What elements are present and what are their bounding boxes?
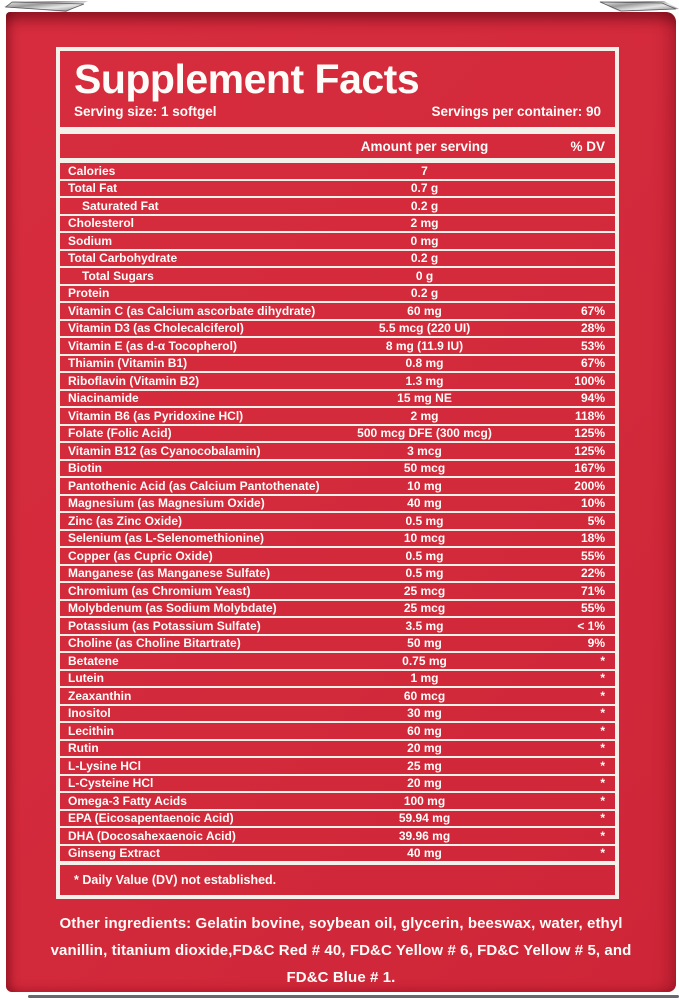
row-nutrient-name: Niacinamide	[68, 391, 139, 406]
row-dv: < 1%	[577, 618, 605, 633]
row-nutrient-name: Choline (as Choline Bitartrate)	[68, 636, 241, 651]
separator-thick	[60, 127, 615, 134]
row-nutrient-name: Saturated Fat	[82, 198, 159, 213]
row-nutrient-name: Selenium (as L-Selenomethionine)	[68, 531, 265, 546]
row-dv: 125%	[574, 443, 605, 458]
row-nutrient-name: Calories	[68, 163, 116, 178]
row-amount: 2 mg	[410, 408, 439, 423]
row-amount: 0.5 mg	[405, 548, 444, 563]
row-nutrient-name: Vitamin B6 (as Pyridoxine HCl)	[68, 408, 244, 423]
table-row	[60, 268, 615, 286]
row-nutrient-name: Protein	[68, 286, 110, 301]
table-row	[60, 286, 615, 304]
servings-per-container: Servings per container: 90	[431, 104, 601, 119]
row-amount: 0.7 g	[410, 181, 439, 196]
table-row	[60, 443, 615, 461]
table-row	[60, 618, 615, 636]
table-row	[60, 373, 615, 391]
row-dv: 9%	[587, 636, 605, 651]
row-dv: 10%	[580, 496, 605, 511]
row-dv: *	[600, 653, 605, 668]
row-nutrient-name: Manganese (as Manganese Sulfate)	[68, 566, 271, 581]
row-dv: 18%	[580, 531, 605, 546]
row-dv: 22%	[580, 566, 605, 581]
table-row	[60, 408, 615, 426]
table-row	[60, 391, 615, 409]
serving-info-row	[74, 104, 601, 119]
row-nutrient-name: Copper (as Cupric Oxide)	[68, 548, 213, 563]
other-ingredients-text: Other ingredients: Gelatin bovine, soybean oil, glycerin, beeswax, water, ethyl vanillin, titanium dioxide,FD&C Red # 40, FD&C Yellow # 6, FD&C Yellow # 5, and FD&C Blue # 1.	[50, 915, 632, 986]
row-amount: 20 mg	[407, 776, 442, 791]
table-row	[60, 688, 615, 706]
row-amount: 59.94 mg	[398, 811, 451, 826]
table-row	[60, 216, 615, 234]
row-nutrient-name: Biotin	[68, 461, 102, 476]
row-dv: 28%	[580, 321, 605, 336]
row-nutrient-name: Zeaxanthin	[68, 688, 132, 703]
red-box-face	[6, 12, 676, 992]
table-row	[60, 233, 615, 251]
row-amount: 0.5 mg	[405, 513, 444, 528]
table-row	[60, 566, 615, 584]
row-nutrient-name: Chromium (as Chromium Yeast)	[68, 583, 251, 598]
row-amount: 0 mg	[410, 233, 439, 248]
row-dv: 53%	[580, 338, 605, 353]
row-nutrient-name: Zinc (as Zinc Oxide)	[68, 513, 183, 528]
dv-footnote: * Daily Value (DV) not established.	[74, 873, 277, 887]
row-amount: 8 mg (11.9 IU)	[385, 338, 464, 353]
row-amount: 20 mg	[407, 741, 442, 756]
row-dv: 167%	[574, 461, 605, 476]
table-row	[60, 426, 615, 444]
row-dv: 67%	[580, 356, 605, 371]
row-amount: 10 mcg	[403, 531, 446, 546]
row-nutrient-name: Thiamin (Vitamin B1)	[68, 356, 188, 371]
nutrient-table	[60, 163, 615, 861]
row-nutrient-name: L-Cysteine HCl	[68, 776, 154, 791]
row-dv: *	[600, 776, 605, 791]
table-row	[60, 601, 615, 619]
row-dv: 100%	[574, 373, 605, 388]
row-amount: 0 g	[415, 268, 434, 283]
table-row	[60, 181, 615, 199]
row-nutrient-name: Pantothenic Acid (as Calcium Pantothenate)	[68, 478, 320, 493]
row-amount: 39.96 mg	[398, 828, 451, 843]
row-nutrient-name: Riboflavin (Vitamin B2)	[68, 373, 200, 388]
row-dv: *	[600, 688, 605, 703]
row-dv: *	[600, 741, 605, 756]
row-dv: *	[600, 723, 605, 738]
row-amount: 0.75 mg	[402, 653, 447, 668]
row-amount: 2 mg	[410, 216, 439, 231]
column-header-dv: % DV	[570, 138, 605, 154]
row-nutrient-name: Molybdenum (as Sodium Molybdate)	[68, 601, 277, 616]
row-dv: 55%	[580, 601, 605, 616]
row-amount: 40 mg	[407, 846, 442, 861]
table-row	[60, 303, 615, 321]
row-amount: 0.2 g	[410, 251, 439, 266]
table-row	[60, 531, 615, 549]
row-dv: *	[600, 793, 605, 808]
row-dv: *	[600, 671, 605, 686]
table-row	[60, 758, 615, 776]
table-row	[60, 671, 615, 689]
table-row	[60, 198, 615, 216]
table-row	[60, 548, 615, 566]
table-row	[60, 496, 615, 514]
row-amount: 0.5 mg	[405, 566, 444, 581]
table-row	[60, 741, 615, 759]
table-row	[60, 163, 615, 181]
row-dv: 94%	[580, 391, 605, 406]
row-amount: 15 mg NE	[397, 391, 452, 406]
row-amount: 25 mg	[407, 758, 442, 773]
row-amount: 40 mg	[407, 496, 442, 511]
row-nutrient-name: Sodium	[68, 233, 112, 248]
row-amount: 5.5 mcg (220 UI)	[378, 321, 471, 336]
serving-size: Serving size: 1 softgel	[74, 104, 217, 119]
row-dv: *	[600, 846, 605, 861]
row-nutrient-name: Lutein	[68, 671, 104, 686]
row-dv: *	[600, 758, 605, 773]
row-dv: 67%	[580, 303, 605, 318]
table-row	[60, 846, 615, 862]
table-row	[60, 706, 615, 724]
row-nutrient-name: Total Fat	[68, 181, 118, 196]
row-nutrient-name: Vitamin B12 (as Cyanocobalamin)	[68, 443, 261, 458]
table-row	[60, 636, 615, 654]
row-amount: 3 mcg	[407, 443, 442, 458]
row-amount: 30 mg	[407, 706, 442, 721]
row-amount: 0.2 g	[410, 286, 439, 301]
row-nutrient-name: DHA (Docosahexaenoic Acid)	[68, 828, 236, 843]
row-nutrient-name: L-Lysine HCl	[68, 758, 141, 773]
table-row	[60, 478, 615, 496]
row-nutrient-name: Vitamin E (as d-α Tocopherol)	[68, 338, 237, 353]
row-amount: 0.2 g	[410, 198, 439, 213]
row-nutrient-name: Folate (Folic Acid)	[68, 426, 172, 441]
row-amount: 100 mg	[403, 793, 446, 808]
box-bottom-edge-shadow	[28, 995, 679, 998]
row-amount: 1.3 mg	[405, 373, 444, 388]
table-row	[60, 356, 615, 374]
row-dv: 118%	[574, 408, 605, 423]
row-amount: 10 mg	[407, 478, 442, 493]
row-dv: *	[600, 706, 605, 721]
row-amount: 25 mcg	[403, 583, 446, 598]
row-nutrient-name: Magnesium (as Magnesium Oxide)	[68, 496, 265, 511]
panel-header	[60, 51, 615, 127]
row-dv: 55%	[580, 548, 605, 563]
column-header-row	[60, 134, 615, 158]
row-amount: 25 mcg	[403, 601, 446, 616]
table-row	[60, 776, 615, 794]
panel-title: Supplement Facts	[74, 56, 420, 102]
supplement-facts-panel	[56, 47, 619, 899]
table-row	[60, 461, 615, 479]
row-nutrient-name: Vitamin C (as Calcium ascorbate dihydrate)	[68, 303, 316, 318]
table-row	[60, 723, 615, 741]
row-nutrient-name: Total Carbohydrate	[68, 251, 178, 266]
row-nutrient-name: Betatene	[68, 653, 119, 668]
row-dv: *	[600, 828, 605, 843]
table-row	[60, 811, 615, 829]
row-nutrient-name: Total Sugars	[82, 268, 154, 283]
table-row	[60, 251, 615, 269]
row-amount: 60 mcg	[403, 688, 446, 703]
row-nutrient-name: Rutin	[68, 741, 99, 756]
row-amount: 3.5 mg	[405, 618, 444, 633]
row-nutrient-name: Vitamin D3 (as Cholecalciferol)	[68, 321, 244, 336]
row-amount: 50 mcg	[403, 461, 446, 476]
table-row	[60, 338, 615, 356]
row-dv: 5%	[587, 513, 605, 528]
row-amount: 1 mg	[410, 671, 439, 686]
table-row	[60, 583, 615, 601]
row-nutrient-name: Cholesterol	[68, 216, 135, 231]
row-amount: 7	[421, 163, 428, 178]
row-nutrient-name: Potassium (as Potassium Sulfate)	[68, 618, 261, 633]
table-row	[60, 793, 615, 811]
row-dv: *	[600, 811, 605, 826]
table-row	[60, 653, 615, 671]
row-amount: 60 mg	[407, 303, 442, 318]
row-nutrient-name: Lecithin	[68, 723, 115, 738]
row-dv: 125%	[574, 426, 605, 441]
row-amount: 500 mcg DFE (300 mcg)	[357, 426, 492, 441]
row-amount: 50 mg	[407, 636, 442, 651]
table-row	[60, 321, 615, 339]
row-nutrient-name: Ginseng Extract	[68, 846, 161, 861]
table-row	[60, 828, 615, 846]
row-dv: 71%	[580, 583, 605, 598]
row-nutrient-name: EPA (Eicosapentaenoic Acid)	[68, 811, 234, 826]
row-nutrient-name: Inositol	[68, 706, 111, 721]
column-header-amount: Amount per serving	[360, 138, 489, 154]
row-amount: 60 mg	[407, 723, 442, 738]
row-dv: 200%	[574, 478, 605, 493]
row-nutrient-name: Omega-3 Fatty Acids	[68, 793, 187, 808]
row-amount: 0.8 mg	[405, 356, 444, 371]
table-row	[60, 513, 615, 531]
